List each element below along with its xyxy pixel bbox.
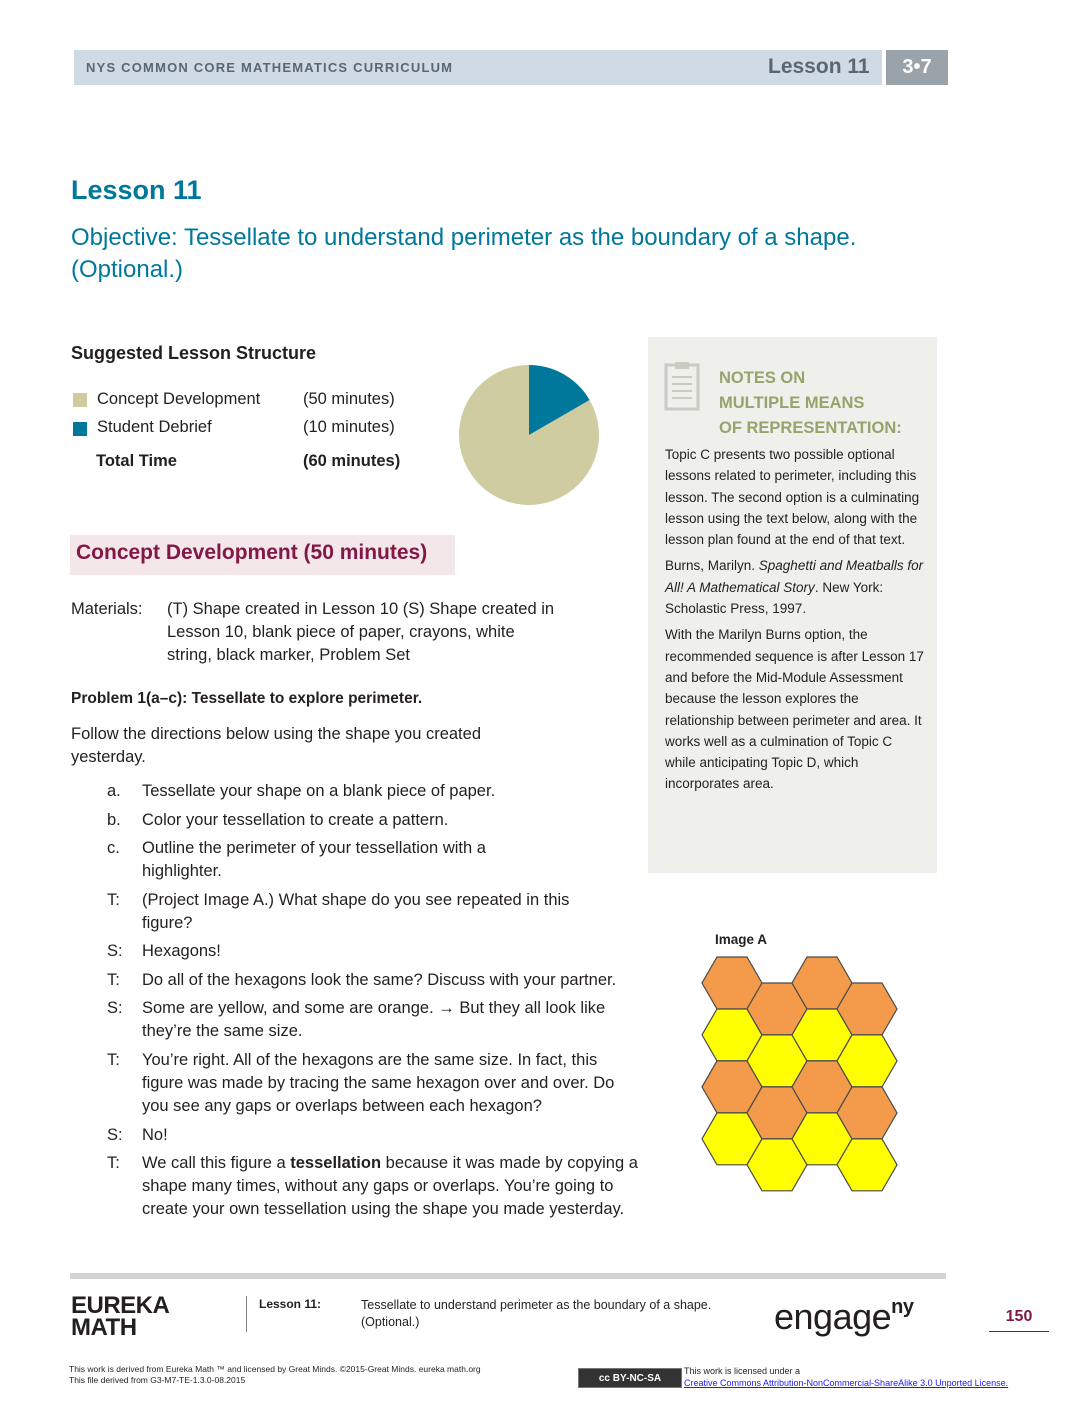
derivation-line: This file derived from G3-M7-TE-1.3.0-08.2015 xyxy=(69,1374,246,1385)
notes-paragraph-2 xyxy=(665,555,925,619)
dialogue-text: figure? xyxy=(142,914,193,932)
total-time-label: Total Time xyxy=(96,452,177,470)
footer-bar xyxy=(70,1273,946,1279)
term-tessellation: tessellation xyxy=(290,1154,382,1172)
dialogue-text: You’re right. All of the hexagons are the same size. In fact, this xyxy=(142,1051,598,1069)
text-run: because it was made by copying a xyxy=(381,1154,638,1172)
logo-word: engage xyxy=(774,1296,892,1337)
lesson-pie-chart xyxy=(456,362,602,508)
hexagon-tessellation xyxy=(700,955,914,1205)
materials-label: Materials: xyxy=(71,600,143,618)
curriculum-title: NYS COMMON CORE MATHEMATICS CURRICULUM xyxy=(86,60,454,75)
logo-sup: ny xyxy=(891,1296,914,1318)
engageny-logo xyxy=(774,1296,913,1338)
intro-line: yesterday. xyxy=(71,748,146,766)
image-a-label: Image A xyxy=(715,932,768,947)
structure-time-concept: (50 minutes) xyxy=(303,390,395,408)
objective: Objective: Tessellate to understand perimeter as the boundary of a shape. (Optional.) xyxy=(71,224,857,283)
speaker-label: T: xyxy=(107,1051,120,1069)
dialogue-line xyxy=(142,1152,682,1221)
dialogue-line xyxy=(142,1049,614,1118)
step-label-a: a. xyxy=(107,782,121,800)
intro-line: Follow the directions below using the shape you created xyxy=(71,725,481,743)
page-number: 150 xyxy=(1005,1308,1033,1325)
dialogue-text: Do all of the hexagons look the same? Discuss with your partner. xyxy=(142,971,617,989)
materials-line: string, black marker, Problem Set xyxy=(167,646,411,664)
dialogue-text: figure was made by tracing the same hexagon over and over. Do xyxy=(142,1074,615,1092)
citation-publisher: . New York: Scholastic Press, 1997. xyxy=(665,579,884,617)
logo-line: EUREKA xyxy=(71,1292,170,1319)
derivation-line: This work is derived from Eureka Math ™ and licensed by Great Minds. ©2015-Great Minds. eureka math.org xyxy=(69,1364,481,1374)
page-title: Lesson 11 xyxy=(71,175,202,205)
cc-license-badge: cc BY-NC-SA xyxy=(578,1368,682,1388)
dialogue-line xyxy=(142,997,605,1043)
header-lesson: Lesson 11 xyxy=(768,55,870,78)
dialogue-text: No! xyxy=(142,1126,168,1144)
footer-description xyxy=(361,1297,741,1331)
materials-text xyxy=(167,598,554,667)
page-number-rule xyxy=(989,1331,1049,1332)
dialogue-text xyxy=(142,1152,682,1175)
step-label-c: c. xyxy=(107,839,120,857)
step-line: Outline the perimeter of your tessellation with a xyxy=(142,839,486,857)
dialogue-text: (Project Image A.) What shape do you see repeated in this xyxy=(142,891,570,909)
total-time-value: (60 minutes) xyxy=(303,452,401,470)
dialogue-text: Some are yellow, and some are orange. → But they all look like xyxy=(142,999,606,1017)
dialogue-text: they’re the same size. xyxy=(142,1022,303,1040)
notes-title-line: OF REPRESENTATION: xyxy=(719,419,902,437)
logo-line: MATH xyxy=(71,1314,137,1341)
notes-title xyxy=(719,366,902,441)
materials-line: Lesson 10, blank piece of paper, crayons, white xyxy=(167,623,515,641)
footer-divider xyxy=(246,1296,247,1332)
structure-item-concept: Concept Development xyxy=(97,390,261,408)
concept-swatch xyxy=(73,393,87,407)
dialogue-text: shape many times, without any gaps or overlaps. You’re going to xyxy=(142,1177,614,1195)
structure-time-debrief: (10 minutes) xyxy=(303,418,395,436)
module-badge: 3•7 xyxy=(886,50,948,85)
intro-text xyxy=(71,723,481,769)
notes-paragraph-3: With the Marilyn Burns option, the recommended sequence is after Lesson 17 and before the Mid-Module Assessment because the lesson explores the relationship between perimeter and area. It works well as a culmination of Topic C while anticipating Topic D, which incorporates area. xyxy=(665,627,924,792)
notes-paragraph-1: Topic C presents two possible optional lessons related to perimeter, including this lesson. The second option is a culminating lesson using the text below, along with the lesson plan found at the end of that text. xyxy=(665,447,920,548)
debrief-swatch xyxy=(73,422,87,436)
citation-title: Spaghetti and Meatballs for All! A Mathematical Story xyxy=(665,558,924,595)
notes-title-line: MULTIPLE MEANS xyxy=(719,394,865,412)
footer-desc-line: Tessellate to understand perimeter as the boundary of a shape. xyxy=(361,1298,712,1312)
license-note xyxy=(684,1365,1008,1389)
step-a: Tessellate your shape on a blank piece of paper. xyxy=(142,782,496,800)
dialogue-line xyxy=(142,889,569,935)
footer-lesson: Lesson 11: xyxy=(259,1297,322,1311)
concept-heading: Concept Development (50 minutes) xyxy=(76,541,428,564)
license-line: This work is licensed under a xyxy=(684,1366,801,1376)
notes-body xyxy=(665,444,925,800)
structure-heading: Suggested Lesson Structure xyxy=(71,343,317,363)
dialogue-text: Hexagons! xyxy=(142,942,221,960)
materials-line: (T) Shape created in Lesson 10 (S) Shape created in xyxy=(167,600,555,618)
speaker-label: T: xyxy=(107,891,120,909)
structure-item-debrief: Student Debrief xyxy=(97,418,212,436)
license-link[interactable]: Creative Commons Attribution-NonCommercial-ShareAlike 3.0 Unported License. xyxy=(684,1378,1009,1388)
citation-author: Burns, Marilyn. xyxy=(665,558,759,574)
dialogue-text: you see any gaps or overlaps between each hexagon? xyxy=(142,1097,542,1115)
notes-title-line: NOTES ON xyxy=(719,369,806,387)
step-label-b: b. xyxy=(107,811,121,829)
speaker-label: S: xyxy=(107,999,123,1017)
problem-heading: Problem 1(a–c): Tessellate to explore perimeter. xyxy=(71,690,423,707)
dialogue-text: create your own tessellation using the shape you made yesterday. xyxy=(142,1200,625,1218)
step-line: highlighter. xyxy=(142,862,222,880)
speaker-label: S: xyxy=(107,1126,123,1144)
speaker-label: T: xyxy=(107,1154,120,1172)
step-b: Color your tessellation to create a pattern. xyxy=(142,811,449,829)
speaker-label: S: xyxy=(107,942,123,960)
notes-document-icon xyxy=(664,361,702,413)
derivation-note xyxy=(69,1364,481,1385)
step-c xyxy=(142,837,486,883)
speaker-label: T: xyxy=(107,971,120,989)
eureka-math-logo xyxy=(71,1292,170,1341)
text-run: We call this figure a xyxy=(142,1154,291,1172)
footer-desc-line: (Optional.) xyxy=(361,1315,420,1329)
